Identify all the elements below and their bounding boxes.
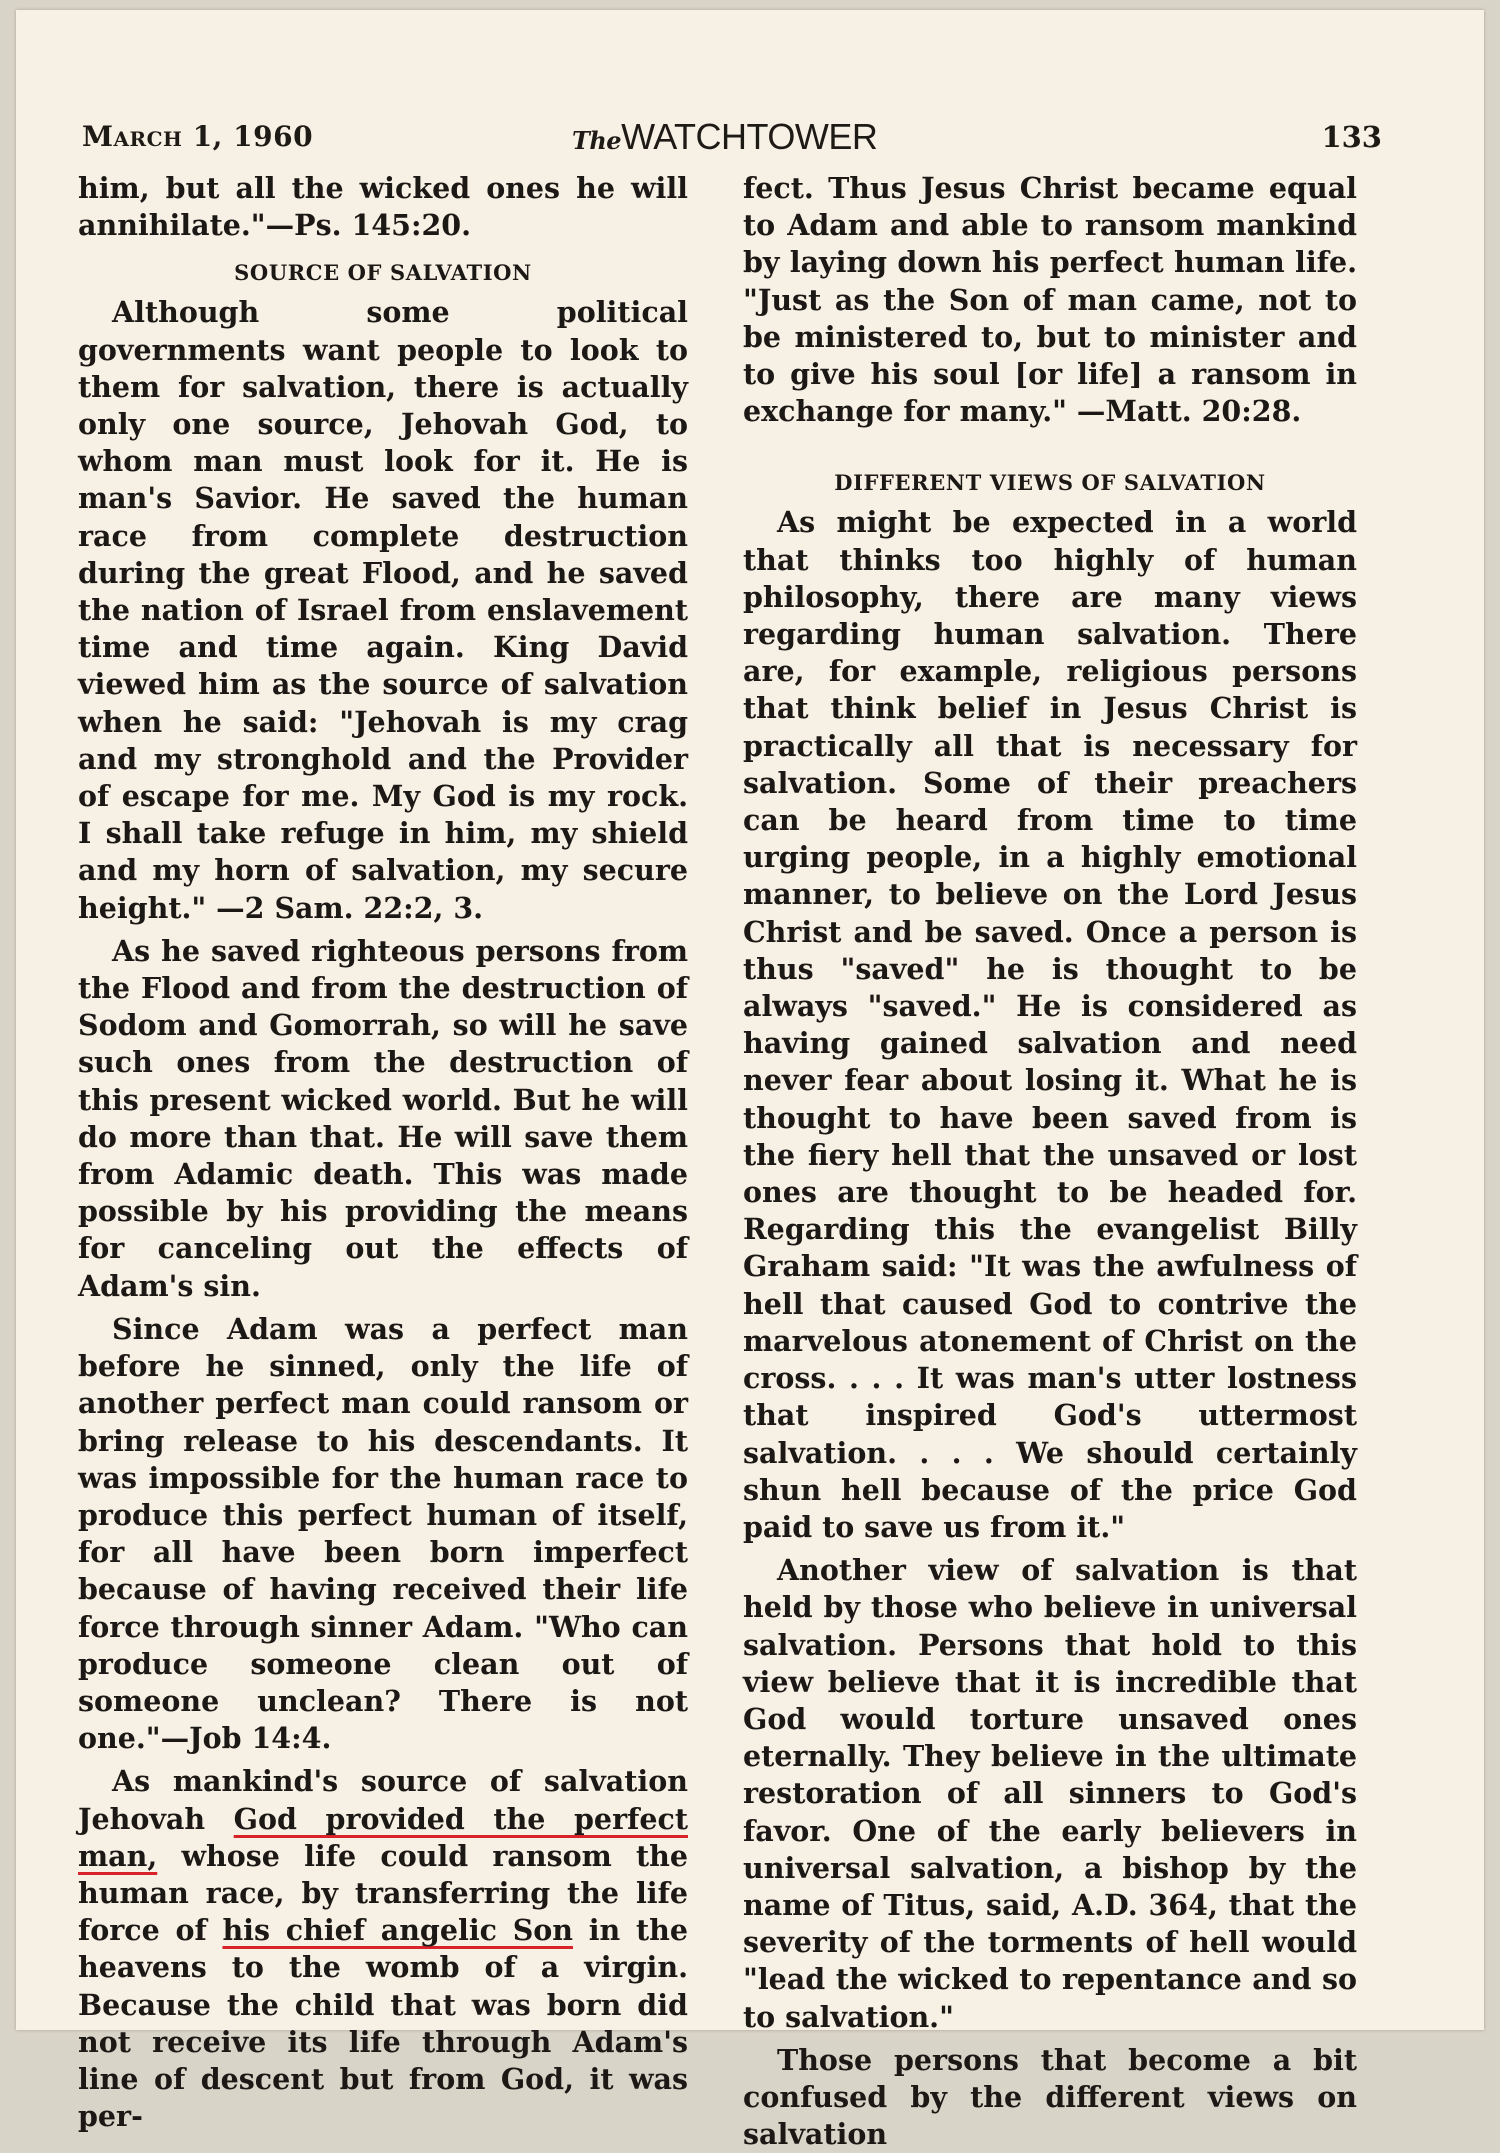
- paragraph-continued: him, but all the wicked ones he will annihilate."—Ps. 145:20.: [78, 171, 688, 243]
- right-column: [743, 170, 1357, 2153]
- title-main: WATCHTOWER: [621, 116, 878, 157]
- magazine-title: [572, 116, 877, 158]
- paragraph: Since Adam was a perfect man before he sinned, only the life of another perfect man could ransom or bring release to his descendants. It was impossible for the human race to produce this perfect human of itself, for all have been born imperfect because of having received their life force through sinner Adam. "Who can produce someone clean out of someone unclean? There is not one."—Job 14:4.: [78, 1311, 688, 1756]
- text-run: whose life could ransom the human race, by transferring the life force of: [78, 1838, 688, 1948]
- page-number: 133: [1321, 120, 1382, 154]
- paragraph: As might be expected in a world that thinks too highly of human philosophy, there are many views regarding human salvation. There are, for example, religious persons that think belief in Jesus Christ is practically all that is necessary for salvation. Some of their preachers can be heard from time to time urging people, in a highly emotional manner, to believe on the Lord Jesus Christ and be saved. Once a person is thus "saved" he is thought to be always "saved." He is considered as having gained salvation and need never fear about losing it. What he is thought to have been saved from is the fiery hell that the unsaved or lost ones are thought to be headed for. Regarding this the evangelist Billy Graham said: "It was the awfulness of hell that caused God to contrive the marvelous atonement of Christ on the cross. . . . It was man's utter lostness that inspired God's uttermost salvation. . . . We should certainly shun hell because of the price God paid to save us from it.": [743, 505, 1357, 1544]
- paragraph: Those persons that become a bit confused by the different views on salvation: [743, 2042, 1357, 2152]
- issue-date: March 1, 1960: [82, 120, 314, 153]
- paragraph-continued: fect. Thus Jesus Christ became equal to Adam and able to ransom mankind by laying down his perfect human life. "Just as the Son of man came, not to be ministered to, but to minister and to give his soul [or life] a ransom in exchange for many." —Matt. 20:28.: [743, 171, 1357, 429]
- paragraph-underlined: [78, 1763, 688, 2135]
- section-heading-different-views: DIFFERENT VIEWS OF SALVATION: [834, 470, 1266, 496]
- magazine-page: [16, 10, 1484, 2152]
- left-column: [78, 170, 688, 2135]
- paragraph: Although some political governments want people to look to them for salvation, there is actually only one source, Jehovah God, to whom man must look for it. He is man's Savior. He saved the human race from complete destruction during the great Flood, and he saved the nation of Israel from enslavement time and time again. King David viewed him as the source of salvation when he said: "Jehovah is my crag and my stronghold and the Provider of escape for me. My God is my rock. I shall take refuge in him, my shield and my horn of salvation, my secure height." —2 Sam. 22:2, 3.: [78, 295, 688, 925]
- text-run: in the heavens to the womb of a virgin. Because the child that was born did not receive its life through Adam's line of descent but from God, it was per-: [78, 1913, 688, 2134]
- underlined-phrase: his chief angelic Son: [222, 1913, 574, 1948]
- page-header: [82, 118, 1382, 158]
- title-prefix: The: [572, 126, 622, 155]
- text-run: As mankind's source of salvation Jehovah: [78, 1764, 688, 1836]
- underlined-phrase: God provided the perfect man,: [78, 1801, 688, 1873]
- section-heading-source-of-salvation: SOURCE OF SALVATION: [234, 260, 532, 286]
- paragraph: Another view of salvation is that held by those who believe in universal salvation. Persons that hold to this view believe that it is incredible that God would torture unsaved ones eternally. They believe in the ultimate restoration of all sinners to God's favor. One of the early believers in universal salvation, a bishop by the name of Titus, said, A.D. 364, that the severity of the torments of hell would "lead the wicked to repentance and so to salvation.": [743, 1553, 1357, 2034]
- paragraph: As he saved righteous persons from the Flood and from the destruction of Sodom and Gomorrah, so will he save such ones from the destruction of this present wicked world. But he will do more than that. He will save them from Adamic death. This was made possible by his providing the means for canceling out the effects of Adam's sin.: [78, 933, 688, 1303]
